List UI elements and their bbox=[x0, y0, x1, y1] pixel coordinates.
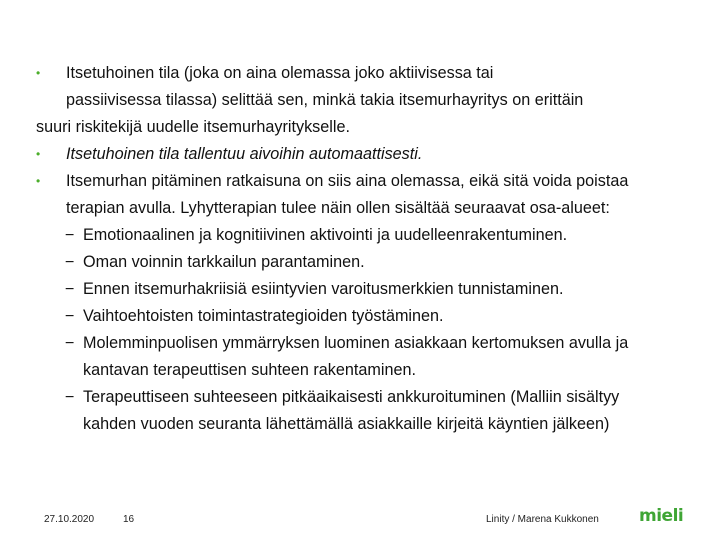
footer-author: Linity / Marena Kukkonen bbox=[486, 514, 599, 525]
line-text: suuri riskitekijä uudelle itsemurhayritykselle. bbox=[36, 118, 350, 136]
line-text: passiivisessa tilassa) selittää sen, minkä takia itsemurhayritys on erittäin bbox=[66, 91, 584, 109]
dash-icon: − bbox=[65, 280, 75, 298]
line-text: Emotionaalinen ja kognitiivinen aktivointi ja uudelleenrakentuminen. bbox=[83, 226, 568, 244]
sub-item-6-cont bbox=[36, 411, 696, 438]
line-text: terapian avulla. Lyhytterapian tulee näin ollen sisältää seuraavat osa-alueet: bbox=[66, 199, 610, 217]
sub-item-1 bbox=[36, 222, 696, 249]
bullet-line-1 bbox=[36, 60, 696, 87]
line-text: Terapeuttiseen suhteeseen pitkäaikaisesti ankkuroituminen (Malliin sisältyy bbox=[83, 388, 620, 406]
line-text: kahden vuoden seuranta lähettämällä asiakkaille kirjeitä käyntien jälkeen) bbox=[83, 415, 610, 433]
sub-item-6 bbox=[36, 384, 696, 411]
line-text: Itsetuhoinen tila (joka on aina olemassa joko aktiivisessa tai bbox=[66, 64, 494, 82]
footer-page-number: 16 bbox=[123, 514, 135, 525]
sub-item-5 bbox=[36, 330, 696, 357]
bullet-icon: • bbox=[36, 174, 41, 188]
line-text: Ennen itsemurhakriisiä esiintyvien varoitusmerkkien tunnistaminen. bbox=[83, 280, 564, 298]
sub-item-4 bbox=[36, 303, 696, 330]
bullet-line-1-cont bbox=[36, 87, 696, 114]
sub-item-5-cont bbox=[36, 357, 696, 384]
line-text: kantavan terapeuttisen suhteen rakentaminen. bbox=[83, 361, 416, 379]
sub-item-3 bbox=[36, 276, 696, 303]
bullet-line-1-cont-2 bbox=[36, 114, 696, 141]
line-text: Itsetuhoinen tila tallentuu aivoihin automaattisesti. bbox=[66, 145, 423, 163]
bullet-line-2 bbox=[36, 141, 696, 168]
bullet-line-3 bbox=[36, 168, 696, 195]
dash-icon: − bbox=[65, 226, 75, 244]
mieli-logo: mieli bbox=[639, 506, 684, 526]
bullet-icon: • bbox=[36, 147, 41, 161]
dash-icon: − bbox=[65, 334, 75, 352]
dash-icon: − bbox=[65, 307, 75, 325]
bullet-line-3-cont bbox=[36, 195, 696, 222]
line-text: Molemminpuolisen ymmärryksen luominen asiakkaan kertomuksen avulla ja bbox=[83, 334, 629, 352]
bullet-icon: • bbox=[36, 66, 41, 80]
dash-icon: − bbox=[65, 388, 75, 406]
footer-date: 27.10.2020 bbox=[44, 514, 95, 525]
line-text: Oman voinnin tarkkailun parantaminen. bbox=[83, 253, 365, 271]
line-text: Itsemurhan pitäminen ratkaisuna on siis aina olemassa, eikä sitä voida poistaa bbox=[66, 172, 629, 190]
dash-icon: − bbox=[65, 253, 75, 271]
slide-body bbox=[36, 60, 696, 438]
line-text: Vaihtoehtoisten toimintastrategioiden työstäminen. bbox=[83, 307, 444, 325]
sub-item-2 bbox=[36, 249, 696, 276]
